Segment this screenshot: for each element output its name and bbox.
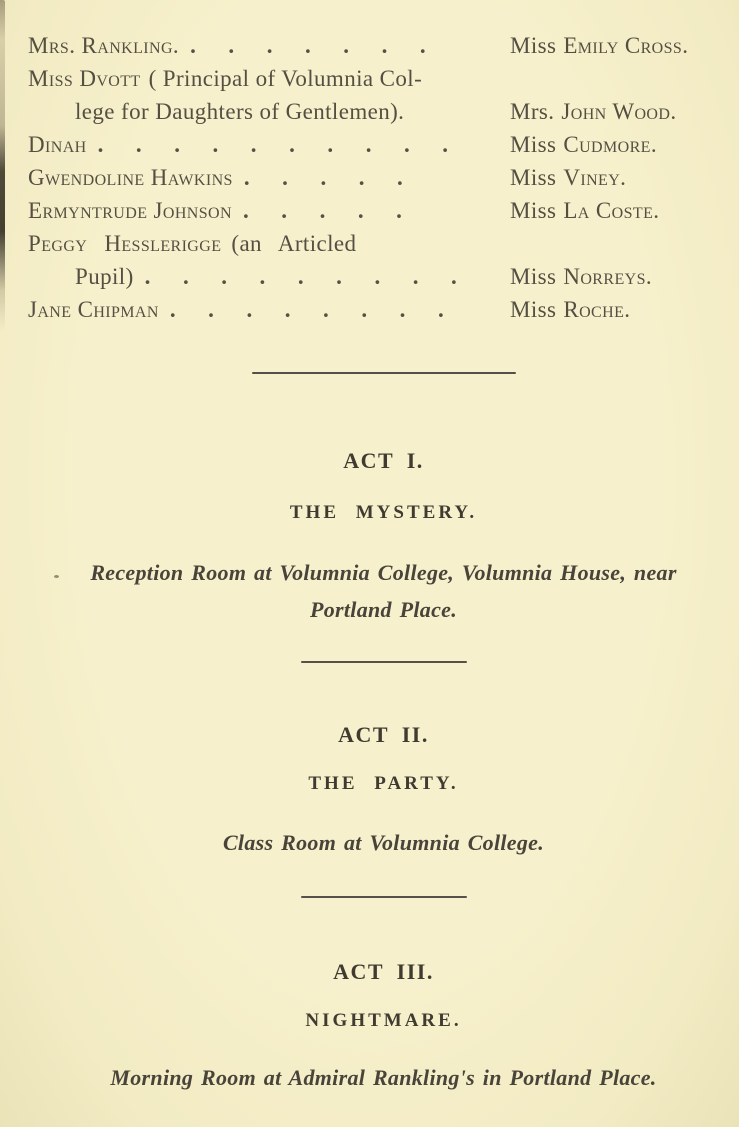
- cast-actor: [510, 161, 739, 194]
- cast-character: [28, 161, 510, 194]
- leader-dots: . . . . . . .: [190, 33, 427, 58]
- actor-prefix: Miss: [510, 33, 557, 58]
- actor-prefix: Miss: [510, 264, 557, 289]
- actor-prefix: Miss: [510, 198, 557, 223]
- act-section-3: [28, 961, 739, 1096]
- cast-character-line2: [28, 95, 510, 128]
- cast-row: [28, 227, 739, 293]
- cast-character-description-cont: Pupil): [75, 264, 134, 289]
- cast-row: [28, 62, 739, 128]
- cast-character-line1: [28, 62, 510, 95]
- cast-character-name: Miss Dvott: [28, 66, 141, 91]
- actor-name: La Coste.: [563, 198, 660, 223]
- cast-character-description-cont: lege for Daughters of Gentlemen).: [75, 99, 405, 124]
- cast-character: [28, 62, 510, 128]
- cast-character-name: Gwendoline Hawkins: [28, 165, 233, 190]
- act-heading: ACT I.: [343, 448, 424, 473]
- actor-prefix: Mrs.: [510, 99, 555, 124]
- cast-row: [28, 128, 739, 161]
- act-title: THE MYSTERY.: [289, 502, 478, 523]
- cast-character-name: Jane Chipman: [28, 297, 159, 322]
- actor-name: Norreys.: [563, 264, 653, 289]
- cast-character-name: Mrs. Rankling.: [28, 33, 180, 58]
- cast-character: [28, 29, 510, 62]
- act-section-1: [28, 450, 739, 628]
- leader-dots: . . . . .: [243, 165, 404, 190]
- cast-character-line2: [28, 260, 510, 293]
- cast-character: [28, 227, 510, 293]
- act-scene-description: Class Room at Volumnia College.: [222, 830, 545, 855]
- actor-name: Roche.: [563, 297, 631, 322]
- section-divider: [252, 372, 516, 374]
- leader-dots: . . . . . . . .: [169, 297, 445, 322]
- leader-dots: . . . . .: [242, 198, 403, 223]
- section-divider: [301, 661, 467, 663]
- cast-character: [28, 194, 510, 227]
- actor-prefix: Miss: [510, 165, 557, 190]
- actor-prefix: Miss: [510, 132, 557, 157]
- cast-character-description: (an Articled: [231, 231, 357, 256]
- cast-character-name: Ermyntrude Johnson: [28, 198, 232, 223]
- act-title: THE PARTY.: [308, 773, 459, 794]
- actor-prefix: Miss: [510, 297, 557, 322]
- cast-list: [28, 29, 739, 326]
- cast-actor: [510, 29, 739, 62]
- actor-name: Emily Cross.: [563, 33, 689, 58]
- act-section-2: [28, 724, 739, 861]
- act-heading: ACT III.: [333, 959, 434, 984]
- cast-actor: [510, 293, 739, 326]
- cast-character: [28, 293, 510, 326]
- cast-character-description: ( Principal of Volumnia Col-: [148, 66, 423, 91]
- cast-character-name: Dinah: [28, 132, 87, 157]
- act-scene-description: Morning Room at Admiral Rankling's in Portland Place.: [110, 1065, 657, 1090]
- cast-character-line1: [28, 227, 510, 260]
- cast-actor: [510, 260, 739, 293]
- cast-actor: [510, 95, 739, 128]
- actor-name: Viney.: [563, 165, 627, 190]
- cast-row: [28, 29, 739, 62]
- act-heading: ACT II.: [338, 722, 429, 747]
- cast-row: [28, 194, 739, 227]
- cast-character: [28, 128, 510, 161]
- section-divider: [301, 896, 467, 898]
- cast-actor: [510, 128, 739, 161]
- leader-dots: . . . . . . . . . .: [97, 132, 449, 157]
- act-title: NIGHTMARE.: [305, 1010, 462, 1031]
- actor-name: John Wood.: [561, 99, 677, 124]
- cast-row: [28, 293, 739, 326]
- act-scene-description: Reception Room at Volumnia College, Volumnia House, near Portland Place.: [90, 560, 677, 622]
- actor-name: Cudmore.: [563, 132, 657, 157]
- cast-row: [28, 161, 739, 194]
- cast-character-name: Peggy Hesslerigge: [28, 231, 222, 256]
- leader-dots: . . . . . . . . .: [144, 264, 458, 289]
- cast-actor: [510, 194, 739, 227]
